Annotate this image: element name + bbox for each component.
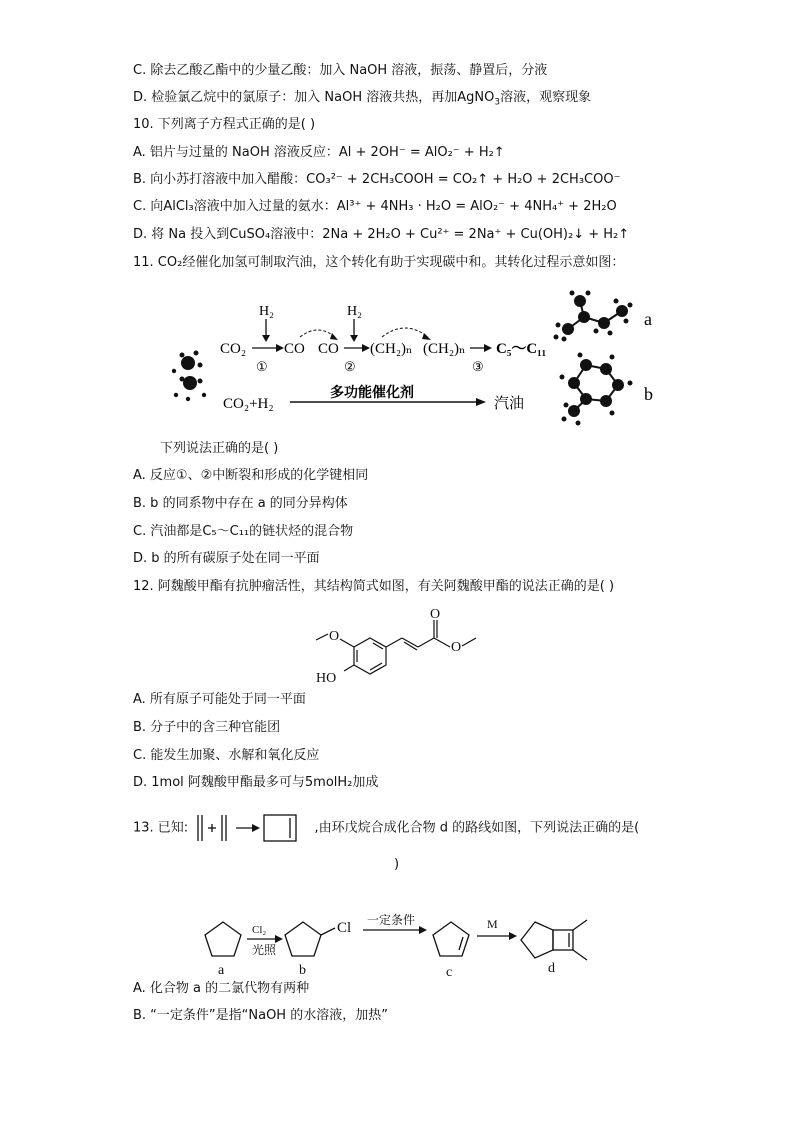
step-3-label: ③ bbox=[472, 359, 484, 374]
q13-option-b: B. “一定条件”是指“NaOH 的水溶液，加热” bbox=[133, 1008, 388, 1023]
cycloaddition-scheme bbox=[192, 812, 310, 844]
h2-label-1: H₂ bbox=[259, 304, 274, 319]
q10-option-a: A. 铝片与过量的 NaOH 溶液反应：Al + 2OH⁻ = AlO₂⁻ + H₂↑ bbox=[133, 145, 505, 160]
molecule-a-label: a bbox=[644, 309, 652, 329]
compound-a-label: a bbox=[218, 963, 225, 978]
light-label: 光照 bbox=[252, 943, 277, 957]
q13-stem: 13. 已知: ,由环戊烷合成化合物 d 的路线如图，下列说法正确的是( bbox=[133, 812, 639, 844]
svg-text:O: O bbox=[329, 629, 340, 644]
q12-option-a: A. 所有原子可能处于同一平面 bbox=[133, 692, 306, 707]
cl-label: Cl bbox=[337, 920, 352, 936]
carbonyl-o-label: O bbox=[430, 607, 441, 622]
ch2n-label-a: (CH₂)ₙ bbox=[370, 341, 413, 357]
co2-h2-label: CO₂+H₂ bbox=[223, 396, 274, 412]
cl2-label: Cl₂ bbox=[252, 924, 267, 936]
ch2n-label-b: (CH₂)ₙ bbox=[423, 341, 466, 357]
q12-option-b: B. 分子中的含三种官能团 bbox=[133, 720, 281, 735]
reagent-m-label: M bbox=[487, 917, 498, 931]
q12-structure-formula bbox=[300, 604, 500, 690]
step-1-label: ① bbox=[256, 359, 268, 374]
q9-option-c: C. 除去乙酸乙酯中的少量乙酸：加入 NaOH 溶液，振荡、静置后，分液 bbox=[133, 63, 548, 78]
q11-option-b: B. b 的同系物中存在 a 的同分异构体 bbox=[133, 496, 348, 511]
hydroxyl-label: HO bbox=[316, 671, 337, 686]
compound-d-label: d bbox=[548, 961, 555, 976]
q13-synthesis-route bbox=[195, 900, 615, 980]
gasoline-label: 汽油 bbox=[494, 394, 525, 412]
q10-option-b: B. 向小苏打溶液中加入醋酸：CO₃²⁻ + 2CH₃COOH = CO₂↑ + H₂O + 2CH₃COO⁻ bbox=[133, 172, 621, 187]
q13-option-a: A. 化合物 a 的二氯代物有两种 bbox=[133, 981, 310, 996]
h2-label-2: H₂ bbox=[347, 304, 362, 319]
step-2-label: ② bbox=[344, 359, 356, 374]
condition-label: 一定条件 bbox=[367, 913, 416, 927]
q12-stem: 12. 阿魏酸甲酯有抗肿瘤活性，其结构简式如图，有关阿魏酸甲酯的说法正确的是( ) bbox=[133, 579, 615, 594]
molecule-b-model bbox=[560, 353, 633, 426]
q11-option-d: D. b 的所有碳原子处在同一平面 bbox=[133, 551, 320, 566]
q13-stem-close: ) bbox=[394, 857, 400, 872]
compound-b-label: b bbox=[299, 963, 306, 978]
q10-option-d: D. 将 Na 投入到CuSO₄溶液中：2Na + 2H₂O + Cu²⁺ = 2Na⁺ + Cu(OH)₂↓ + H₂↑ bbox=[133, 227, 630, 242]
q10-stem: 10. 下列离子方程式正确的是( ) bbox=[133, 117, 316, 132]
q11-conversion-diagram bbox=[160, 285, 680, 435]
co-label-b: CO bbox=[318, 341, 339, 357]
compound-c-label: c bbox=[446, 965, 453, 980]
catalyst-cluster-icon bbox=[172, 351, 206, 402]
q12-option-c: C. 能发生加聚、水解和氧化反应 bbox=[133, 748, 320, 763]
co2-label: CO₂ bbox=[220, 341, 247, 357]
catalyst-label: 多功能催化剂 bbox=[330, 385, 414, 401]
molecule-b-label: b bbox=[644, 384, 653, 404]
c5-c11-label: C₅～C₁₁ bbox=[496, 341, 547, 357]
q11-option-a: A. 反应①、②中断裂和形成的化学键相同 bbox=[133, 468, 369, 483]
q10-option-c: C. 向AlCl₃溶液中加入过量的氨水：Al³⁺ + 4NH₃ · H₂O = AlO₂⁻ + 4NH₄⁺ + 2H₂O bbox=[133, 199, 617, 214]
molecule-a-model bbox=[554, 291, 633, 342]
q11-option-c: C. 汽油都是C₅～C₁₁的链状烃的混合物 bbox=[133, 524, 354, 539]
q11-stem: 11. CO₂经催化加氢可制取汽油，这个转化有助于实现碳中和。其转化过程示意如图： bbox=[133, 255, 625, 270]
q9-option-d: D. 检验氯乙烷中的氯原子：加入 NaOH 溶液共热，再加AgNO$_3$溶液，观察现象 bbox=[133, 90, 592, 108]
q12-option-d: D. 1mol 阿魏酸甲酯最多可与5molH₂加成 bbox=[133, 775, 379, 790]
co-label-a: CO bbox=[284, 341, 305, 357]
q11-sub-stem: 下列说法正确的是( ) bbox=[160, 441, 279, 456]
svg-text:O: O bbox=[451, 640, 462, 655]
